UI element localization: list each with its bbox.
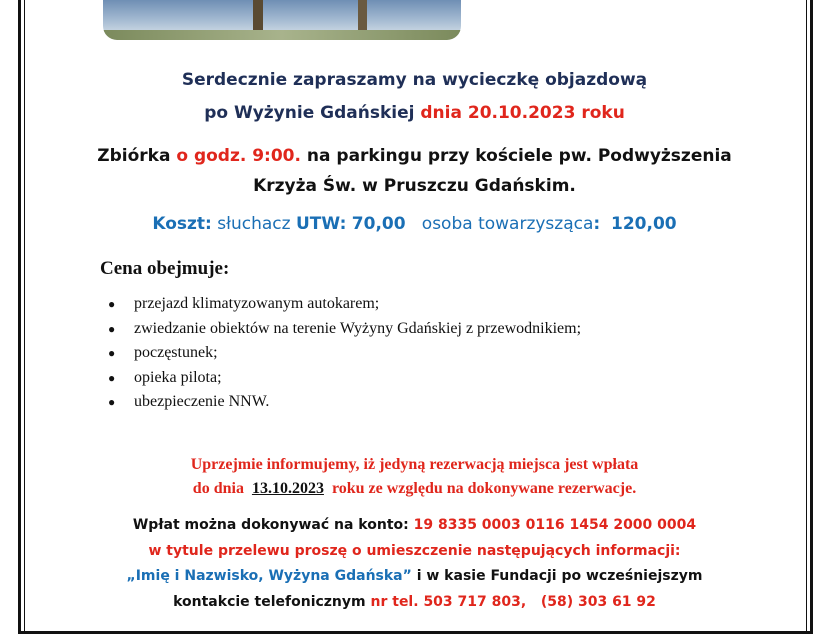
meeting-line2 bbox=[0, 176, 829, 196]
bullet-icon: ● bbox=[108, 346, 116, 360]
invitation-title-line1 bbox=[0, 70, 829, 90]
title-region: po Wyżynie Gdańskiej bbox=[204, 103, 415, 123]
phone-number: 503 717 803, bbox=[423, 594, 527, 610]
companion-label: osoba towarzysząca bbox=[421, 214, 594, 234]
deadline-date: 13.10.2023 bbox=[251, 480, 324, 497]
invitation-title-line2 bbox=[0, 103, 829, 123]
notice-text: do dnia bbox=[192, 480, 244, 497]
payment-line2 bbox=[0, 543, 829, 559]
includes-heading: Cena obejmuje: bbox=[100, 258, 230, 279]
member-label: słuchacz bbox=[217, 214, 291, 234]
transfer-title: „Imię i Nazwisko, Wyżyna Gdańska” bbox=[126, 568, 412, 584]
bullet-icon: ● bbox=[108, 321, 116, 336]
includes-list bbox=[108, 292, 581, 415]
meeting-place-cont: Krzyża Św. w Pruszczu Gdańskim. bbox=[253, 176, 576, 196]
bullet-icon: ● bbox=[108, 297, 116, 311]
list-item-text: przejazd klimatyzowanym autokarem; bbox=[134, 295, 380, 312]
meeting-place: na parkingu przy kościele pw. Podwyższenia bbox=[306, 146, 732, 166]
payment-text: kontakcie telefonicznym bbox=[173, 594, 366, 610]
list-item-text: poczęstunek; bbox=[134, 344, 218, 361]
reservation-notice-line2 bbox=[0, 480, 829, 498]
list-item-text: opieka pilota; bbox=[134, 368, 222, 386]
cost-line bbox=[0, 214, 829, 234]
payment-text: Wpłat można dokonywać na konto: bbox=[132, 517, 409, 533]
meeting-label: Zbiórka bbox=[97, 146, 171, 166]
list-item bbox=[108, 341, 581, 366]
companion-price: 120,00 bbox=[611, 214, 677, 234]
list-item bbox=[108, 317, 581, 342]
companion-colon: : bbox=[593, 214, 601, 234]
payment-line3 bbox=[0, 568, 829, 584]
list-item-text: zwiedzanie obiektów na terenie Wyżyny Gdańskiej z przewodnikiem; bbox=[134, 319, 582, 337]
bullet-icon: ● bbox=[108, 395, 116, 409]
bullet-icon: ● bbox=[108, 370, 116, 385]
title-text: Serdecznie zapraszamy na wycieczkę objazdową bbox=[181, 70, 648, 90]
member-price: 70,00 bbox=[351, 214, 406, 234]
payment-line1 bbox=[0, 517, 829, 533]
cost-label: Koszt: bbox=[152, 214, 212, 234]
list-item-text: ubezpieczenie NNW. bbox=[134, 393, 270, 410]
grass-strip bbox=[103, 30, 461, 40]
bank-account-number: 19 8335 0003 0116 1454 2000 0004 bbox=[413, 517, 697, 533]
notice-text: Uprzejmie informujemy, iż jedyną rezerwacją miejsca jest wpłata bbox=[190, 456, 639, 473]
payment-title-instruction: w tytule przelewu proszę o umieszczenie następujących informacji: bbox=[148, 543, 681, 559]
landscape-photo bbox=[103, 0, 461, 40]
payment-line4 bbox=[0, 594, 829, 610]
list-item bbox=[108, 366, 581, 391]
list-item bbox=[108, 390, 581, 415]
meeting-time: o godz. 9:00. bbox=[176, 146, 301, 166]
phone-number: (58) 303 61 92 bbox=[540, 594, 656, 610]
payment-text: i w kasie Fundacji po wcześniejszym bbox=[416, 568, 703, 584]
meeting-line1 bbox=[0, 146, 829, 166]
org-label: UTW: bbox=[295, 214, 347, 234]
notice-text: roku ze względu na dokonywane rezerwacje. bbox=[331, 480, 637, 497]
phone-label: nr tel. bbox=[370, 594, 419, 610]
trip-date: dnia 20.10.2023 roku bbox=[420, 103, 625, 123]
reservation-notice-line1 bbox=[0, 456, 829, 474]
list-item bbox=[108, 292, 581, 317]
